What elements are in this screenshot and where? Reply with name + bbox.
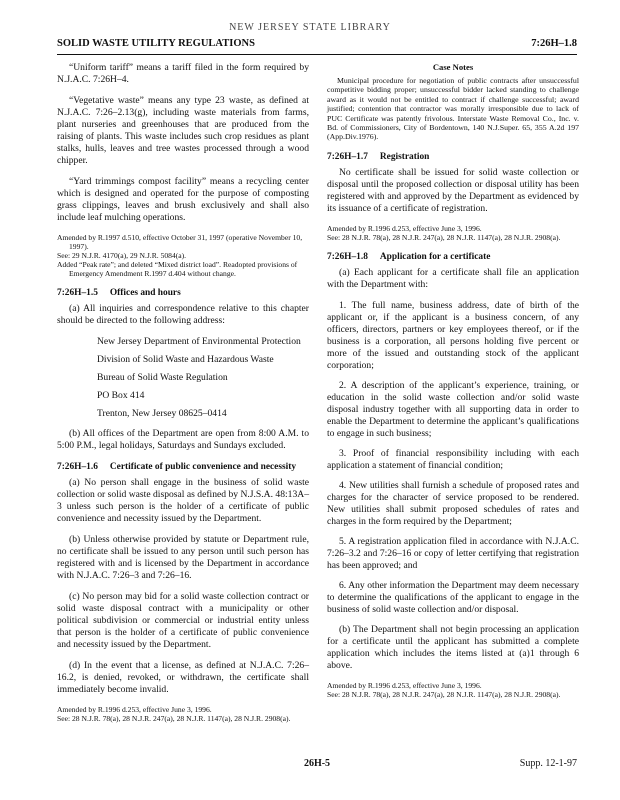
section-paragraph: (a) All inquiries and correspondence relative to this chapter should be directed to the following address: <box>57 303 309 326</box>
section-paragraph: (a) No person shall engage in the business of solid waste collection or solid waste disposal as defined by N.J.S.A. 48:13A–3 unless such person is the holder of a certificate of public convenience and necessity issued by the Department. <box>57 477 309 524</box>
amendment-line: See: 29 N.J.R. 4170(a), 29 N.J.R. 5084(a). <box>57 251 187 260</box>
amendment-note <box>57 233 309 278</box>
amendment-line: See: 28 N.J.R. 78(a), 28 N.J.R. 247(a), 28 N.J.R. 1147(a), 28 N.J.R. 2908(a). <box>57 714 291 723</box>
header-section: 7:26H–1.8 <box>531 38 577 49</box>
section-heading-1-5: 7:26H–1.5 Offices and hours <box>57 288 181 298</box>
case-notes-title: Case Notes <box>432 62 474 72</box>
amendment-line: See: 28 N.J.R. 78(a), 28 N.J.R. 247(a), 28 N.J.R. 1147(a), 28 N.J.R. 2908(a). <box>327 689 561 699</box>
list-item: 6. Any other information the Department may deem necessary to determine the qualifications of the applicant to engage in the business of solid waste collection and/or disposal. <box>327 579 579 615</box>
section-heading-1-7: 7:26H–1.7 Registration <box>327 151 430 162</box>
library-stamp: NEW JERSEY STATE LIBRARY <box>229 22 391 33</box>
section-paragraph: (b) Unless otherwise provided by statute or Department rule, no certificate shall be issued to any person until such person has registered with and is licensed by the Department in accordance with N.J.A.C. 7:26–3 and 7:26–16. <box>57 534 309 581</box>
section-paragraph: (d) In the event that a license, as defined at N.J.A.C. 7:26–16.2, is denied, revoked, or withdrawn, the certificate shall immediately become invalid. <box>57 660 309 695</box>
definition-uniform-tariff: “Uniform tariff” means a tariff filed in the form required by N.J.A.C. 7:26H–4. <box>57 62 309 85</box>
list-item: 1. The full name, business address, date of birth of the applicant or, if the applicant is a business concern, of any officers, directors, partners or key employees thereof, or if the business is a corporation, all persons holding five percent or more of the issued and outstanding stock of the applicant corporation; <box>327 299 579 371</box>
amendment-line: Amended by R.1997 d.510, effective October 31, 1997 (operative November 10, 1997). <box>57 233 303 251</box>
address-line: Bureau of Solid Waste Regulation <box>97 372 228 383</box>
address-line: Trenton, New Jersey 08625–0414 <box>97 408 227 419</box>
address-line: PO Box 414 <box>97 390 145 401</box>
amendment-line: Amended by R.1996 d.253, effective June 3, 1996. <box>57 705 212 714</box>
definition-yard-trimmings: “Yard trimmings compost facility” means a recycling center which is designed and operated for the purpose of composting grass clippings, leaves and brush exclusively and shall also include leaf mulching operations. <box>57 176 309 223</box>
left-column <box>57 62 309 732</box>
list-item: 2. A description of the applicant’s experience, training, or education in the solid waste collection and/or solid waste disposal industry together with all supporting data in order to enable the Department to determine the applicant’s qualifications to engage in such business; <box>327 379 579 439</box>
right-column <box>327 62 579 708</box>
amendment-note <box>327 681 579 699</box>
running-header <box>57 38 577 55</box>
section-paragraph: (c) No person may bid for a solid waste collection contract or solid waste disposal contract with a municipality or other political subdivision or commercial or industrial entity unless that person is the holder of a certificate of public convenience and necessity issued by the Department. <box>57 591 309 650</box>
supplement-date: Supp. 12-1-97 <box>519 758 577 769</box>
amendment-note <box>57 705 309 723</box>
page-number: 26H-5 <box>303 758 331 769</box>
list-item: 5. A registration application filed in accordance with N.J.A.C. 7:26–3.2 and 7:26–16 or copy of letter certifying that registration has been approved; and <box>327 535 579 571</box>
definition-vegetative-waste: “Vegetative waste” means any type 23 waste, as defined at N.J.A.C. 7:26–2.13(g), including waste materials from farms, plant nurseries and greenhouses that are produced from the raising of plants. This waste includes such crop residues as plant stalks, hulls, leaves and tree wastes processed through a wood chipper. <box>57 95 309 166</box>
header-title: SOLID WASTE UTILITY REGULATIONS <box>57 38 255 49</box>
list-item: 4. New utilities shall furnish a schedule of proposed rates and charges for the character of service proposed to be rendered. New utilities shall submit proposed schedules of rates and charges in the form required by the Department; <box>327 479 579 527</box>
section-paragraph: No certificate shall be issued for solid waste collection or disposal until the proposed collection or disposal utility has been registered with and approved by the Department as evidenced by its issuance of a certificate of registration. <box>327 166 579 214</box>
address-line: New Jersey Department of Environmental Protection <box>97 336 301 347</box>
section-heading-1-6: 7:26H–1.6 Certificate of public convenience and necessity <box>57 462 297 472</box>
amendment-line: Amended by R.1996 d.253, effective June 3, 1996. <box>327 223 482 233</box>
section-paragraph: (b) The Department shall not begin processing an application for a certificate until the applicant has submitted a complete application which includes the items listed at (a)1 through 6 above. <box>327 623 579 671</box>
mailing-address <box>57 336 309 420</box>
section-paragraph: (b) All offices of the Department are open from 8:00 A.M. to 5:00 P.M., legal holidays, Saturdays and Sundays excluded. <box>57 428 309 451</box>
case-notes-text: Municipal procedure for negotiation of public contracts after unsuccessful competitive bidding proper; unsuccessful bidder lacked standing to challenge award as it would not be entitled to contract if challenge successful; award justified; contention that contractor was morally irresponsible due to lack of PUC Certificate was patently frivolous. Interstate Waste Removal Co., Inc. v. Bd. of Commissioners, City of Bordentown, 140 N.J.Super. 65, 355 A.2d 197 (App.Div.1976). <box>327 76 579 142</box>
amendment-note <box>327 224 579 242</box>
amendment-line: Added “Peak rate”; and deleted “Mixed district load”. Readopted provisions of Emergency Amendment R.1997 d.404 without change. <box>57 260 298 278</box>
list-item: 3. Proof of financial responsibility including with each application a statement of financial condition; <box>327 447 579 471</box>
section-heading-1-8: 7:26H–1.8 Application for a certificate <box>327 251 491 262</box>
amendment-line: Amended by R.1996 d.253, effective June 3, 1996. <box>327 680 482 690</box>
amendment-line: See: 28 N.J.R. 78(a), 28 N.J.R. 247(a), 28 N.J.R. 1147(a), 28 N.J.R. 2908(a). <box>327 232 561 242</box>
section-paragraph: (a) Each applicant for a certificate shall file an application with the Department with: <box>327 266 579 290</box>
address-line: Division of Solid Waste and Hazardous Waste <box>97 354 274 365</box>
